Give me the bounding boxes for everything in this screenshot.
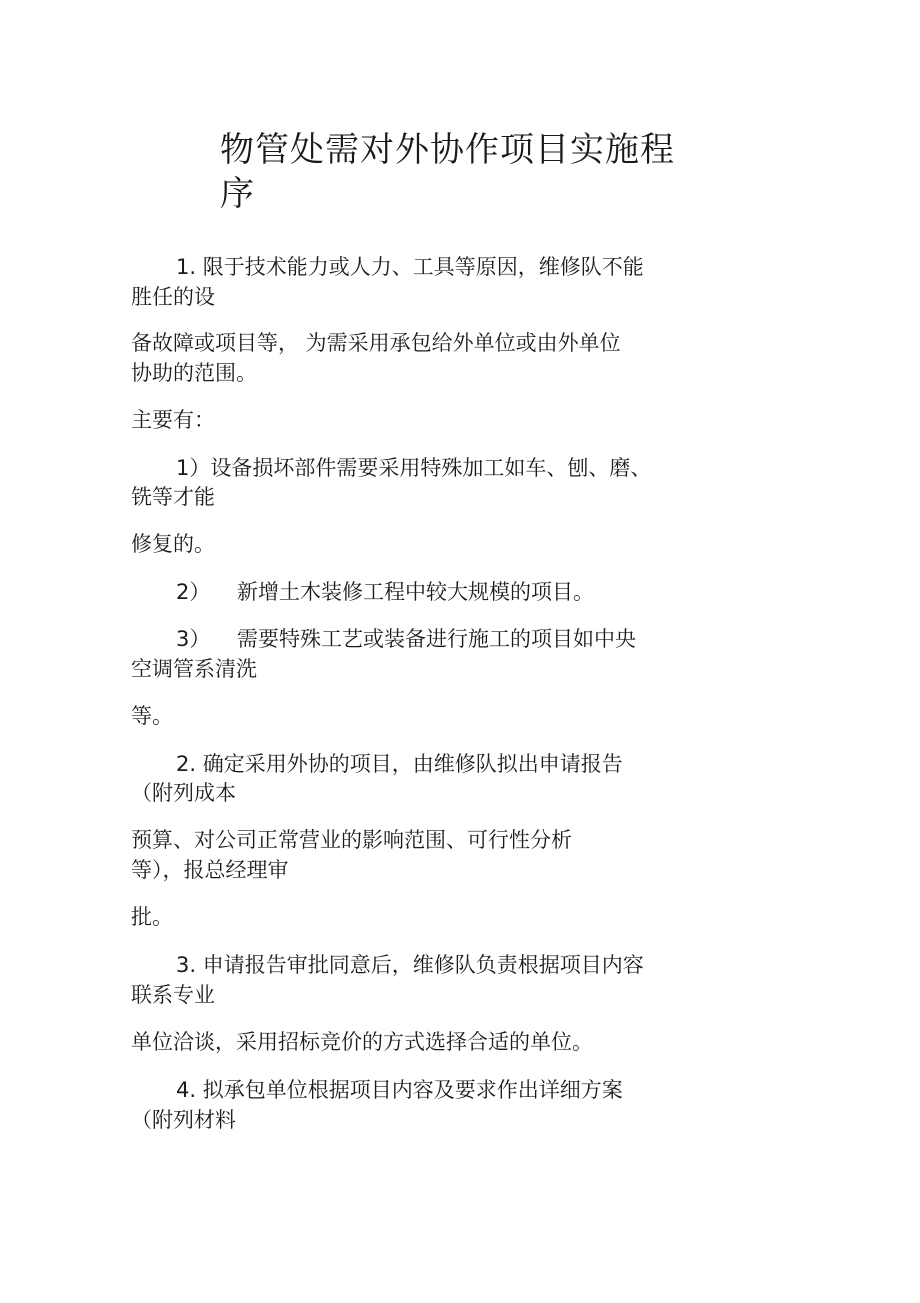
title-line-1: 物管处需对外协作项目实施程: [220, 130, 675, 170]
paragraph-5-line-2: 等），报总经理审: [131, 858, 289, 882]
paragraph-4-line-1: 2. 确定采用外协的项目，由维修队拟出申请报告: [176, 752, 623, 776]
item-1-line-2: 铣等才能: [131, 485, 215, 509]
paragraph-3: 主要有：: [131, 408, 215, 432]
item-2: 2） 新增土木装修工程中较大规模的项目。: [176, 580, 595, 604]
paragraph-2-line-1: 备故障或项目等， 为需采用承包给外单位或由外单位: [131, 331, 621, 355]
paragraph-1-line-2: 胜任的设: [131, 285, 215, 309]
paragraph-7-line-1: 3. 申请报告审批同意后，维修队负责根据项目内容: [176, 953, 644, 977]
title-line-2: 序: [220, 174, 255, 214]
item-3-line-2: 空调管系清洗: [131, 657, 257, 681]
item-1-line-1: 1）设备损坏部件需要采用特殊加工如车、刨、磨、: [176, 456, 652, 480]
item-1-line-3: 修复的。: [131, 532, 215, 556]
item-3-line-3: 等。: [131, 704, 173, 728]
paragraph-4-line-2: （附列成本: [131, 781, 236, 805]
document-title: [220, 128, 680, 216]
item-3-line-1: 3） 需要特殊工艺或装备进行施工的项目如中央: [176, 627, 637, 651]
paragraph-8: 单位洽谈，采用招标竞价的方式选择合适的单位。: [131, 1030, 593, 1054]
paragraph-6: 批。: [131, 905, 173, 929]
paragraph-2-line-2: 协助的范围。: [131, 361, 257, 385]
paragraph-9-line-2: （附列材料: [131, 1108, 236, 1132]
paragraph-9-line-1: 4. 拟承包单位根据项目内容及要求作出详细方案: [176, 1078, 623, 1102]
paragraph-5-line-1: 预算、对公司正常营业的影响范围、可行性分析: [131, 828, 572, 852]
paragraph-7-line-2: 联系专业: [131, 983, 215, 1007]
paragraph-1-line-1: 1. 限于技术能力或人力、工具等原因，维修队不能: [176, 255, 644, 279]
